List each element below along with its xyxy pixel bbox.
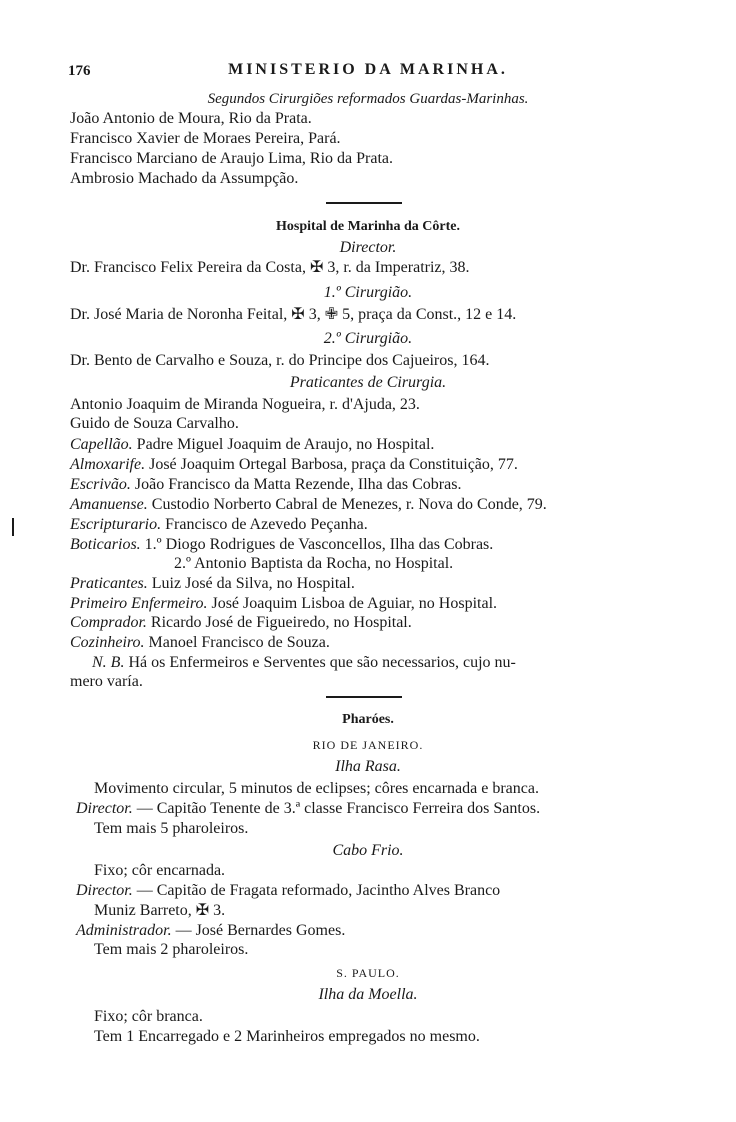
ilha-rasa-line: Movimento circular, 5 minutos de eclipses; côres encarnada e branca. (94, 780, 539, 797)
section-divider (326, 696, 402, 698)
praticante-line: Guido de Souza Carvalho. (70, 415, 239, 432)
staff-text: Custodio Norberto Cabral de Menezes, r. Nova do Conde, 79. (147, 496, 547, 513)
staff-role: Amanuense. (70, 496, 148, 513)
section-divider (326, 202, 402, 204)
subheading-praticantes: Praticantes de Cirurgia. (289, 374, 447, 391)
director-text: — Capitão de Fragata reformado, Jacintho Alves Branco (132, 882, 501, 899)
staff-role: Cozinheiro. (70, 634, 145, 651)
staff-text: Luiz José da Silva, no Hospital. (147, 575, 355, 592)
staff-text: Francisco de Azevedo Peçanha. (161, 516, 368, 533)
staff-role: Boticarios. (70, 536, 141, 553)
director-line: Dr. Francisco Felix Pereira da Costa, ✠ 3, r. da Imperatriz, 38. (70, 259, 470, 276)
staff-row (70, 614, 412, 632)
subheading-cirurgiao1: 1.º Cirurgião. (323, 284, 413, 301)
cirurgiao2-line: Dr. Bento de Carvalho e Souza, r. do Principe dos Cajueiros, 164. (70, 352, 490, 369)
staff-role: Praticantes. (70, 575, 148, 592)
staff-text: Padre Miguel Joaquim de Araujo, no Hospital. (132, 436, 435, 453)
subheading-cirurgiao2: 2.º Cirurgião. (323, 330, 413, 347)
running-title: MINISTERIO DA MARINHA. (228, 61, 508, 78)
note-label: N. B. (92, 654, 125, 671)
cabo-frio-director-cont: Muniz Barreto, ✠ 3. (94, 902, 226, 919)
staff-text: 1.º Diogo Rodrigues de Vasconcellos, Ilha das Cobras. (140, 536, 494, 553)
ilha-moella-line: Fixo; côr branca. (94, 1008, 203, 1025)
cabo-frio-admin (76, 922, 345, 940)
section-heading-pharoes: Pharóes. (342, 712, 394, 727)
staff-text: Manoel Francisco de Souza. (144, 634, 330, 651)
staff-role: Almoxarife. (70, 456, 146, 473)
staff-text: João Francisco da Matta Rezende, Ilha das Cobras. (130, 476, 462, 493)
staff-row (70, 436, 434, 454)
staff-row (70, 575, 355, 593)
staff-row (70, 476, 461, 494)
staff-role: Primeiro Enfermeiro. (70, 595, 208, 612)
staff-text: Ricardo José de Figueiredo, no Hospital. (146, 614, 412, 631)
staff-row (70, 634, 330, 652)
admin-text: — José Bernardes Gomes. (171, 922, 346, 939)
staff-row (70, 595, 497, 613)
page-number: 176 (68, 63, 91, 79)
staff-row (70, 496, 547, 514)
staff-role: Capellão. (70, 436, 133, 453)
note-continuation: mero varía. (70, 673, 143, 690)
margin-mark (12, 518, 14, 536)
director-role: Director. (76, 882, 133, 899)
region-heading-sp: S. PAULO. (336, 966, 400, 980)
staff-text: José Joaquim Ortegal Barbosa, praça da Constituição, 77. (145, 456, 518, 473)
subheading-ilha-moella: Ilha da Moella. (318, 986, 418, 1003)
region-heading-rio: RIO DE JANEIRO. (312, 738, 424, 752)
cabo-frio-line: Fixo; côr encarnada. (94, 862, 226, 879)
praticante-line: Antonio Joaquim de Miranda Nogueira, r. d'Ajuda, 23. (70, 396, 420, 413)
staff-text: 2.º Antonio Baptista da Rocha, no Hospital. (174, 555, 454, 572)
staff-row (70, 516, 368, 534)
cirurgiao1-line: Dr. José Maria de Noronha Feital, ✠ 3, ✙ 5, praça da Const., 12 e 14. (70, 306, 517, 323)
subheading-ilha-rasa: Ilha Rasa. (335, 758, 401, 775)
staff-role: Escrivão. (70, 476, 131, 493)
cabo-frio-director (76, 882, 500, 900)
staff-role: Comprador. (70, 614, 147, 631)
ilha-moella-line: Tem 1 Encarregado e 2 Marinheiros empregados no mesmo. (94, 1028, 480, 1045)
staff-row (174, 555, 453, 573)
guardas-line: Francisco Marciano de Araujo Lima, Rio da Prata. (70, 150, 394, 167)
guardas-line: Ambrosio Machado da Assumpção. (70, 170, 299, 187)
guardas-line: João Antonio de Moura, Rio da Prata. (70, 110, 312, 127)
subheading-cabo-frio: Cabo Frio. (332, 842, 404, 859)
note-text: Há os Enfermeiros e Serventes que são necessarios, cujo nu- (124, 654, 516, 671)
director-role: Director. (76, 800, 133, 817)
staff-row (70, 456, 518, 474)
section-heading-guardas: Segundos Cirurgiões reformados Guardas-Marinhas. (207, 91, 529, 107)
subheading-director: Director. (339, 239, 397, 256)
ilha-rasa-director (76, 800, 540, 818)
admin-role: Administrador. (76, 922, 172, 939)
section-heading-hospital: Hospital de Marinha da Côrte. (276, 219, 460, 234)
staff-row (70, 536, 493, 554)
director-text: — Capitão Tenente de 3.ª classe Francisco Ferreira dos Santos. (132, 800, 541, 817)
staff-text: José Joaquim Lisboa de Aguiar, no Hospital. (207, 595, 498, 612)
note-row (92, 654, 516, 672)
cabo-frio-line: Tem mais 2 pharoleiros. (94, 941, 249, 958)
guardas-line: Francisco Xavier de Moraes Pereira, Pará. (70, 130, 341, 147)
ilha-rasa-line: Tem mais 5 pharoleiros. (94, 820, 249, 837)
staff-role: Escripturario. (70, 516, 162, 533)
